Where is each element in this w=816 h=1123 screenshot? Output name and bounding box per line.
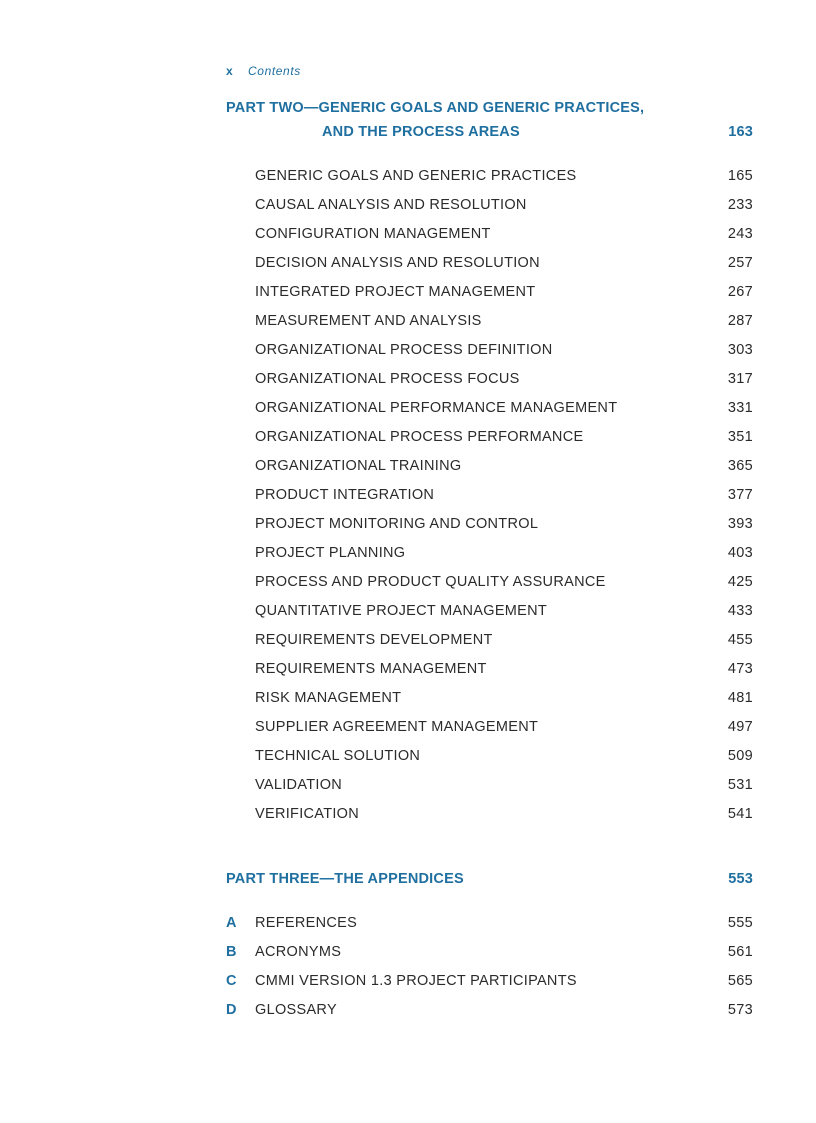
toc-entry-page: 541	[727, 806, 753, 822]
toc-entry-label: ACRONYMS	[255, 944, 342, 960]
toc-entry-page: 481	[727, 690, 753, 706]
toc-entry	[226, 597, 753, 626]
toc-entry-page: 425	[727, 574, 753, 590]
appendix-letter: C	[226, 973, 237, 989]
running-header	[226, 63, 301, 79]
toc-entry	[226, 655, 753, 684]
toc-entry-label: ORGANIZATIONAL PERFORMANCE MANAGEMENT	[255, 400, 618, 416]
toc-entry-label: GENERIC GOALS AND GENERIC PRACTICES	[255, 168, 577, 184]
toc-entry-label: CMMI VERSION 1.3 PROJECT PARTICIPANTS	[255, 973, 577, 989]
toc-entry	[226, 771, 753, 800]
toc-entry-label: CONFIGURATION MANAGEMENT	[255, 226, 491, 242]
toc-entry-label: REQUIREMENTS MANAGEMENT	[255, 661, 487, 677]
toc-entry-page: 433	[727, 603, 753, 619]
toc-entry	[226, 220, 753, 249]
toc-entry	[226, 365, 753, 394]
toc-entry-label: VERIFICATION	[255, 806, 360, 822]
part-two-entries	[226, 162, 753, 829]
part-two-page: 163	[728, 124, 753, 140]
appendix-letter: A	[226, 915, 237, 931]
toc-entry	[226, 742, 753, 771]
toc-entry-label: RISK MANAGEMENT	[255, 690, 402, 706]
toc-entry-label: GLOSSARY	[255, 1002, 337, 1018]
part-two-heading	[226, 96, 753, 144]
part-three-heading	[226, 867, 753, 891]
toc-entry	[226, 481, 753, 510]
toc-entry	[226, 568, 753, 597]
toc-entry	[226, 162, 753, 191]
toc-entry-page: 393	[727, 516, 753, 532]
toc-entry-label: INTEGRATED PROJECT MANAGEMENT	[255, 284, 536, 300]
toc-entry-page: 561	[727, 944, 753, 960]
toc-entry-label: ORGANIZATIONAL PROCESS PERFORMANCE	[255, 429, 584, 445]
toc-entry	[226, 909, 753, 938]
toc-entry	[226, 394, 753, 423]
toc-entry-page: 165	[727, 168, 753, 184]
header-title: Contents	[248, 64, 301, 78]
toc-entry-label: CAUSAL ANALYSIS AND RESOLUTION	[255, 197, 527, 213]
toc-entry-label: QUANTITATIVE PROJECT MANAGEMENT	[255, 603, 548, 619]
part-three-page: 553	[728, 871, 753, 887]
toc-entry	[226, 307, 753, 336]
toc-entry-page: 473	[727, 661, 753, 677]
toc-entry	[226, 510, 753, 539]
toc-entry-page: 287	[727, 313, 753, 329]
toc-entry	[226, 423, 753, 452]
toc-entry-page: 365	[727, 458, 753, 474]
toc-entry-label: REQUIREMENTS DEVELOPMENT	[255, 632, 493, 648]
toc-entry	[226, 713, 753, 742]
appendix-letter: D	[226, 1002, 237, 1018]
toc-entry	[226, 249, 753, 278]
toc-entry-label: MEASUREMENT AND ANALYSIS	[255, 313, 482, 329]
toc-entry-label: PROJECT MONITORING AND CONTROL	[255, 516, 539, 532]
toc-entry-page: 555	[727, 915, 753, 931]
toc-entry-label: DECISION ANALYSIS AND RESOLUTION	[255, 255, 540, 271]
toc-entry-page: 267	[727, 284, 753, 300]
toc-entry-page: 303	[727, 342, 753, 358]
appendix-letter: B	[226, 944, 237, 960]
toc-entry	[226, 996, 753, 1025]
header-page-number: x	[226, 64, 233, 78]
toc-entry	[226, 684, 753, 713]
toc-entry-page: 403	[727, 545, 753, 561]
toc-entry-label: PRODUCT INTEGRATION	[255, 487, 435, 503]
toc-entry-page: 455	[727, 632, 753, 648]
part-two-title-line2: AND THE PROCESS AREAS	[322, 124, 520, 140]
toc-entry-label: PROCESS AND PRODUCT QUALITY ASSURANCE	[255, 574, 606, 590]
toc-entry-label: VALIDATION	[255, 777, 343, 793]
toc-entry-page: 497	[727, 719, 753, 735]
toc-entry	[226, 336, 753, 365]
toc-entry-page: 509	[727, 748, 753, 764]
toc-entry-page: 573	[727, 1002, 753, 1018]
toc-entry-page: 243	[727, 226, 753, 242]
part-three-title: PART THREE—THE APPENDICES	[226, 871, 464, 887]
toc-entry-label: ORGANIZATIONAL PROCESS DEFINITION	[255, 342, 553, 358]
toc-entry-label: SUPPLIER AGREEMENT MANAGEMENT	[255, 719, 539, 735]
toc-entry-page: 317	[727, 371, 753, 387]
toc-entry-label: ORGANIZATIONAL PROCESS FOCUS	[255, 371, 520, 387]
toc-entry	[226, 278, 753, 307]
toc-entry-page: 257	[727, 255, 753, 271]
toc-entry	[226, 626, 753, 655]
toc-entry-page: 351	[727, 429, 753, 445]
toc-entry-page: 531	[727, 777, 753, 793]
toc-entry-page: 565	[727, 973, 753, 989]
part-three-entries	[226, 909, 753, 1025]
toc-entry	[226, 800, 753, 829]
part-two-title-line1: PART TWO—GENERIC GOALS AND GENERIC PRACTICES,	[226, 100, 645, 116]
toc-entry	[226, 539, 753, 568]
toc-entry-label: ORGANIZATIONAL TRAINING	[255, 458, 462, 474]
toc-entry-page: 331	[727, 400, 753, 416]
toc-entry	[226, 938, 753, 967]
toc-entry	[226, 191, 753, 220]
toc-entry-label: TECHNICAL SOLUTION	[255, 748, 421, 764]
toc-entry-label: PROJECT PLANNING	[255, 545, 406, 561]
toc-entry	[226, 452, 753, 481]
toc-entry-label: REFERENCES	[255, 915, 358, 931]
toc-entry-page: 233	[727, 197, 753, 213]
toc-entry	[226, 967, 753, 996]
toc-entry-page: 377	[727, 487, 753, 503]
